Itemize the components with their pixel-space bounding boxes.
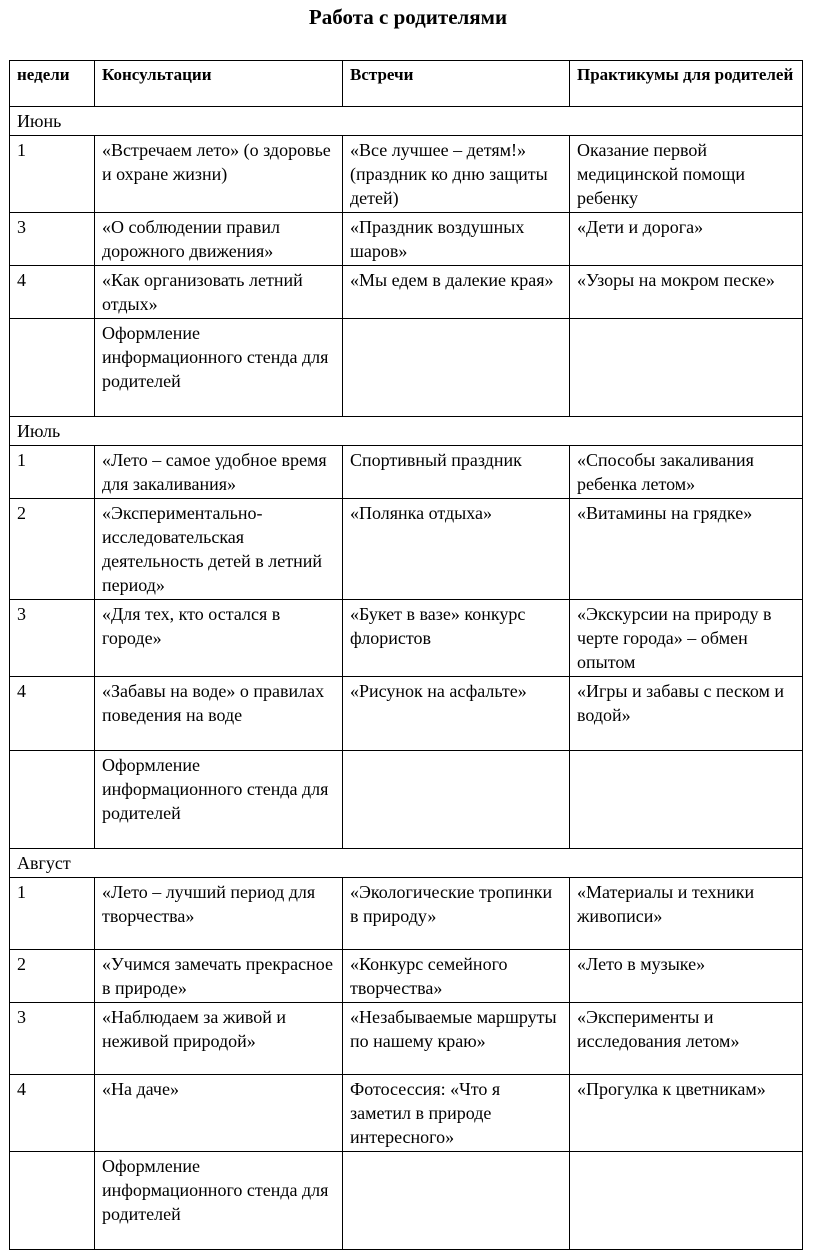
table-row: [10, 1075, 803, 1152]
practicum-cell: «Материалы и техники живописи»: [570, 878, 803, 950]
week-cell: 3: [10, 600, 95, 677]
week-cell: 1: [10, 136, 95, 213]
week-cell: 1: [10, 446, 95, 499]
meeting-cell: [343, 751, 570, 849]
consultation-cell: «О соблюдении правил дорожного движения»: [95, 213, 343, 266]
month-row-august: [10, 849, 803, 878]
practicum-cell: «Эксперименты и исследования летом»: [570, 1003, 803, 1075]
practicum-cell: «Узоры на мокром песке»: [570, 266, 803, 319]
consultation-cell: «Для тех, кто остался в городе»: [95, 600, 343, 677]
header-meetings: Встречи: [343, 61, 570, 107]
practicum-cell: «Прогулка к цветникам»: [570, 1075, 803, 1152]
consultation-cell: «Наблюдаем за живой и неживой природой»: [95, 1003, 343, 1075]
consultation-cell: «Забавы на воде» о правилах поведения на воде: [95, 677, 343, 751]
week-cell: 3: [10, 213, 95, 266]
table-row: [10, 319, 803, 417]
parents-work-table: [9, 60, 803, 1250]
practicum-cell: «Игры и забавы с песком и водой»: [570, 677, 803, 751]
consultation-cell: «На даче»: [95, 1075, 343, 1152]
week-cell: 3: [10, 1003, 95, 1075]
month-title: Июль: [10, 417, 803, 446]
week-cell: 4: [10, 266, 95, 319]
table-row: [10, 878, 803, 950]
week-cell: 2: [10, 950, 95, 1003]
week-cell: 4: [10, 677, 95, 751]
practicum-cell: «Лето в музыке»: [570, 950, 803, 1003]
meeting-cell: «Букет в вазе» конкурс флористов: [343, 600, 570, 677]
practicum-cell: «Витамины на грядке»: [570, 499, 803, 600]
table-row: [10, 677, 803, 751]
consultation-cell: «Экспериментально-исследовательская деятельность детей в летний период»: [95, 499, 343, 600]
consultation-cell: «Встречаем лето» (о здоровье и охране жизни): [95, 136, 343, 213]
header-consultations: Консультации: [95, 61, 343, 107]
meeting-cell: «Мы едем в далекие края»: [343, 266, 570, 319]
week-cell: [10, 751, 95, 849]
month-row-june: [10, 107, 803, 136]
consultation-cell: Оформление информационного стенда для родителей: [95, 1152, 343, 1250]
header-row: [10, 61, 803, 107]
table-row: [10, 136, 803, 213]
meeting-cell: Спортивный праздник: [343, 446, 570, 499]
month-title: Июнь: [10, 107, 803, 136]
meeting-cell: «Незабываемые маршруты по нашему краю»: [343, 1003, 570, 1075]
table-row: [10, 1152, 803, 1250]
practicum-cell: [570, 319, 803, 417]
table-row: [10, 213, 803, 266]
consultation-cell: «Учимся замечать прекрасное в природе»: [95, 950, 343, 1003]
table-row: [10, 266, 803, 319]
practicum-cell: [570, 751, 803, 849]
practicum-cell: «Экскурсии на природу в черте города» – обмен опытом: [570, 600, 803, 677]
consultation-cell: «Лето – самое удобное время для закаливания»: [95, 446, 343, 499]
week-cell: [10, 319, 95, 417]
week-cell: 2: [10, 499, 95, 600]
week-cell: 4: [10, 1075, 95, 1152]
practicum-cell: [570, 1152, 803, 1250]
consultation-cell: Оформление информационного стенда для родителей: [95, 751, 343, 849]
month-row-july: [10, 417, 803, 446]
meeting-cell: «Все лучшее – детям!» (праздник ко дню защиты детей): [343, 136, 570, 213]
meeting-cell: Фотосессия: «Что я заметил в природе интересного»: [343, 1075, 570, 1152]
meeting-cell: «Праздник воздушных шаров»: [343, 213, 570, 266]
table-row: [10, 600, 803, 677]
table-row: [10, 446, 803, 499]
meeting-cell: [343, 319, 570, 417]
consultation-cell: «Лето – лучший период для творчества»: [95, 878, 343, 950]
header-weeks: недели: [10, 61, 95, 107]
table-row: [10, 950, 803, 1003]
practicum-cell: «Способы закаливания ребенка летом»: [570, 446, 803, 499]
consultation-cell: Оформление информационного стенда для родителей: [95, 319, 343, 417]
header-practicums: Практикумы для родителей: [570, 61, 803, 107]
page-title: Работа с родителями: [308, 5, 508, 29]
practicum-cell: Оказание первой медицинской помощи ребенку: [570, 136, 803, 213]
meeting-cell: [343, 1152, 570, 1250]
meeting-cell: «Экологические тропинки в природу»: [343, 878, 570, 950]
table-row: [10, 751, 803, 849]
table-row: [10, 499, 803, 600]
meeting-cell: «Полянка отдыха»: [343, 499, 570, 600]
consultation-cell: «Как организовать летний отдых»: [95, 266, 343, 319]
meeting-cell: «Конкурс семейного творчества»: [343, 950, 570, 1003]
table-row: [10, 1003, 803, 1075]
week-cell: [10, 1152, 95, 1250]
month-title: Август: [10, 849, 803, 878]
practicum-cell: «Дети и дорога»: [570, 213, 803, 266]
meeting-cell: «Рисунок на асфальте»: [343, 677, 570, 751]
week-cell: 1: [10, 878, 95, 950]
